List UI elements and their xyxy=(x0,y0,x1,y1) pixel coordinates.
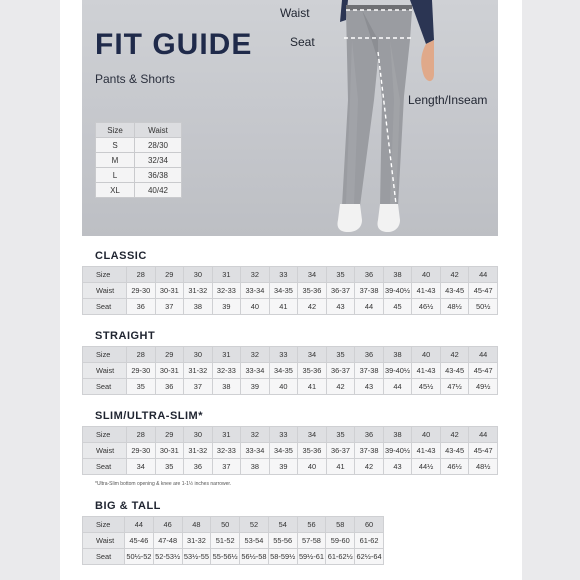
waist-row xyxy=(83,363,498,379)
seat-cell: 62½-64 xyxy=(355,549,384,565)
seat-cell: 42 xyxy=(355,459,384,475)
seat-cell: 38 xyxy=(241,459,270,475)
waist-cell: 29-30 xyxy=(127,363,156,379)
size-cell: 32 xyxy=(241,347,270,363)
row-label: Waist xyxy=(83,363,127,379)
seat-cell: 36 xyxy=(155,379,184,395)
seat-cell: 40 xyxy=(241,299,270,315)
classic-size-table xyxy=(82,266,498,315)
seat-cell: 39 xyxy=(241,379,270,395)
size-cell: 42 xyxy=(440,267,469,283)
row-label: Waist xyxy=(83,443,127,459)
waist-cell: 34-35 xyxy=(269,363,298,379)
size-cell: 40 xyxy=(412,267,441,283)
waist-cell: 43-45 xyxy=(440,443,469,459)
waist-cell: 47-48 xyxy=(153,533,182,549)
seat-cell: 46½ xyxy=(412,299,441,315)
waist-cell: 35-36 xyxy=(298,363,327,379)
waist-cell: 43-45 xyxy=(440,283,469,299)
seat-cell: 44½ xyxy=(412,459,441,475)
size-row xyxy=(83,517,384,533)
seat-cell: 46½ xyxy=(440,459,469,475)
seat-cell: 50½ xyxy=(469,299,498,315)
seat-cell: 44 xyxy=(355,299,384,315)
waist-cell: 29-30 xyxy=(127,283,156,299)
waist-cell: 31-32 xyxy=(184,363,213,379)
waist-cell: 32-33 xyxy=(212,443,241,459)
seat-cell: 58-59½ xyxy=(268,549,297,565)
table-row xyxy=(96,168,182,183)
seat-row xyxy=(83,459,498,475)
seat-row xyxy=(83,299,498,315)
seat-cell: 61-62½ xyxy=(326,549,355,565)
size-cell: 31 xyxy=(212,427,241,443)
straight-size-table xyxy=(82,346,498,395)
waist-row xyxy=(83,443,498,459)
waist-cell: 28/30 xyxy=(135,138,182,153)
waist-cell: 34-35 xyxy=(269,283,298,299)
size-cell: 34 xyxy=(298,347,327,363)
waist-cell: 36-37 xyxy=(326,283,355,299)
size-cell: 29 xyxy=(155,427,184,443)
waist-cell: 57-58 xyxy=(297,533,326,549)
waist-cell: 41-43 xyxy=(412,363,441,379)
seat-cell: 39 xyxy=(212,299,241,315)
waist-cell: 32/34 xyxy=(135,153,182,168)
seat-cell: 48½ xyxy=(440,299,469,315)
seat-cell: 40 xyxy=(298,459,327,475)
table-row xyxy=(96,183,182,198)
waist-cell: 33-34 xyxy=(241,443,270,459)
straight-section-title: STRAIGHT xyxy=(95,330,156,342)
seat-cell: 37 xyxy=(184,379,213,395)
seat-cell: 42 xyxy=(326,379,355,395)
row-label: Seat xyxy=(83,459,127,475)
waist-cell: 41-43 xyxy=(412,283,441,299)
size-cell: 40 xyxy=(412,347,441,363)
row-label: Seat xyxy=(83,379,127,395)
seat-cell: 45½ xyxy=(412,379,441,395)
size-cell: 38 xyxy=(383,267,412,283)
waist-row xyxy=(83,283,498,299)
length-inseam-label: Length/Inseam xyxy=(408,93,488,107)
seat-cell: 38 xyxy=(212,379,241,395)
seat-cell: 42 xyxy=(298,299,327,315)
size-cell: 29 xyxy=(155,347,184,363)
waist-cell: 55-56 xyxy=(268,533,297,549)
seat-cell: 43 xyxy=(383,459,412,475)
row-label: Size xyxy=(83,347,127,363)
waist-cell: 33-34 xyxy=(241,363,270,379)
seat-row xyxy=(83,549,384,565)
row-label: Size xyxy=(83,427,127,443)
seat-cell: 52-53½ xyxy=(153,549,182,565)
waist-cell: 31-32 xyxy=(184,283,213,299)
size-cell: 28 xyxy=(127,347,156,363)
size-cell: 31 xyxy=(212,347,241,363)
size-cell: 30 xyxy=(184,427,213,443)
size-cell: 29 xyxy=(155,267,184,283)
waist-cell: 41-43 xyxy=(412,443,441,459)
pants-model-illustration xyxy=(302,0,498,236)
size-cell: 36 xyxy=(355,267,384,283)
seat-cell: 47½ xyxy=(440,379,469,395)
waist-cell: 59-60 xyxy=(326,533,355,549)
size-cell: 42 xyxy=(440,427,469,443)
size-cell: 38 xyxy=(383,427,412,443)
classic-section-title: CLASSIC xyxy=(95,250,147,262)
size-cell: 35 xyxy=(326,347,355,363)
size-cell: 46 xyxy=(153,517,182,533)
size-cell: 35 xyxy=(326,427,355,443)
seat-cell: 40 xyxy=(269,379,298,395)
waist-cell: 31-32 xyxy=(184,443,213,459)
size-cell: 34 xyxy=(298,267,327,283)
size-cell: 32 xyxy=(241,427,270,443)
ultra-slim-footnote: *Ultra-Slim bottom opening & knee are 1-1½ inches narrower. xyxy=(95,481,232,487)
waist-cell: 40/42 xyxy=(135,183,182,198)
seat-cell: 34 xyxy=(127,459,156,475)
row-label: Size xyxy=(83,267,127,283)
waist-column-header: Waist xyxy=(135,123,182,138)
waist-cell: 33-34 xyxy=(241,283,270,299)
size-row xyxy=(83,427,498,443)
row-label: Size xyxy=(83,517,125,533)
size-cell: 33 xyxy=(269,267,298,283)
size-cell: S xyxy=(96,138,135,153)
waist-cell: 30-31 xyxy=(155,443,184,459)
waist-cell: 45-47 xyxy=(469,283,498,299)
waist-cell: 61-62 xyxy=(355,533,384,549)
size-row xyxy=(83,347,498,363)
size-cell: XL xyxy=(96,183,135,198)
seat-cell: 41 xyxy=(298,379,327,395)
quick-size-table xyxy=(95,122,182,198)
seat-cell: 36 xyxy=(127,299,156,315)
table-row xyxy=(96,153,182,168)
size-cell: 30 xyxy=(184,347,213,363)
waist-cell: 37-38 xyxy=(355,443,384,459)
waist-cell: 39-40½ xyxy=(383,283,412,299)
size-cell: 52 xyxy=(240,517,269,533)
seat-cell: 35 xyxy=(155,459,184,475)
size-cell: 33 xyxy=(269,347,298,363)
seat-cell: 55-56½ xyxy=(211,549,240,565)
size-cell: 40 xyxy=(412,427,441,443)
waist-cell: 31-32 xyxy=(182,533,211,549)
waist-cell: 30-31 xyxy=(155,283,184,299)
big-tall-size-table xyxy=(82,516,384,565)
size-cell: 33 xyxy=(269,427,298,443)
waist-cell: 32-33 xyxy=(212,283,241,299)
size-cell: 32 xyxy=(241,267,270,283)
size-cell: 58 xyxy=(326,517,355,533)
size-cell: 44 xyxy=(469,267,498,283)
seat-cell: 53½-55 xyxy=(182,549,211,565)
seat-cell: 49½ xyxy=(469,379,498,395)
seat-cell: 39 xyxy=(269,459,298,475)
waist-cell: 29-30 xyxy=(127,443,156,459)
size-cell: 35 xyxy=(326,267,355,283)
seat-cell: 41 xyxy=(269,299,298,315)
page-subtitle: Pants & Shorts xyxy=(95,72,176,86)
waist-cell: 45-47 xyxy=(469,443,498,459)
seat-cell: 43 xyxy=(326,299,355,315)
seat-cell: 38 xyxy=(184,299,213,315)
waist-cell: 35-36 xyxy=(298,283,327,299)
size-cell: 44 xyxy=(469,347,498,363)
waist-cell: 45-46 xyxy=(125,533,154,549)
waist-cell: 36-37 xyxy=(326,443,355,459)
size-cell: 50 xyxy=(211,517,240,533)
row-label: Waist xyxy=(83,283,127,299)
size-cell: 34 xyxy=(298,427,327,443)
waist-cell: 45-47 xyxy=(469,363,498,379)
seat-cell: 43 xyxy=(355,379,384,395)
size-cell: 36 xyxy=(355,347,384,363)
page-title: FIT GUIDE xyxy=(95,28,253,61)
size-cell: 60 xyxy=(355,517,384,533)
seat-cell: 44 xyxy=(383,379,412,395)
waist-cell: 39-40½ xyxy=(383,443,412,459)
waist-cell: 36-37 xyxy=(326,363,355,379)
seat-row xyxy=(83,379,498,395)
seat-cell: 59½-61 xyxy=(297,549,326,565)
size-cell: 44 xyxy=(469,427,498,443)
waist-cell: 34-35 xyxy=(269,443,298,459)
waist-cell: 32-33 xyxy=(212,363,241,379)
waist-cell: 36/38 xyxy=(135,168,182,183)
waist-label: Waist xyxy=(280,6,310,20)
waist-cell: 43-45 xyxy=(440,363,469,379)
size-cell: 48 xyxy=(182,517,211,533)
waist-cell: 30-31 xyxy=(155,363,184,379)
waist-cell: 51-52 xyxy=(211,533,240,549)
row-label: Waist xyxy=(83,533,125,549)
size-cell: 54 xyxy=(268,517,297,533)
size-row xyxy=(83,267,498,283)
big-tall-section-title: BIG & TALL xyxy=(95,500,161,512)
waist-cell: 35-36 xyxy=(298,443,327,459)
size-cell: 36 xyxy=(355,427,384,443)
fit-guide-hero xyxy=(82,0,498,236)
size-cell: 28 xyxy=(127,267,156,283)
seat-cell: 37 xyxy=(212,459,241,475)
seat-cell: 45 xyxy=(383,299,412,315)
waist-cell: 37-38 xyxy=(355,283,384,299)
waist-row xyxy=(83,533,384,549)
size-cell: L xyxy=(96,168,135,183)
slim-section-title: SLIM/ULTRA-SLIM* xyxy=(95,410,204,422)
seat-cell: 56½-58 xyxy=(240,549,269,565)
seat-cell: 41 xyxy=(326,459,355,475)
table-row xyxy=(96,138,182,153)
size-cell: 30 xyxy=(184,267,213,283)
row-label: Seat xyxy=(83,299,127,315)
seat-cell: 35 xyxy=(127,379,156,395)
seat-cell: 48½ xyxy=(469,459,498,475)
size-column-header: Size xyxy=(96,123,135,138)
seat-cell: 36 xyxy=(184,459,213,475)
size-cell: 31 xyxy=(212,267,241,283)
seat-cell: 50½-52 xyxy=(125,549,154,565)
size-cell: 56 xyxy=(297,517,326,533)
size-cell: 44 xyxy=(125,517,154,533)
waist-cell: 53-54 xyxy=(240,533,269,549)
size-cell: 42 xyxy=(440,347,469,363)
slim-size-table xyxy=(82,426,498,475)
waist-cell: 39-40½ xyxy=(383,363,412,379)
size-cell: 28 xyxy=(127,427,156,443)
seat-label: Seat xyxy=(290,35,315,49)
row-label: Seat xyxy=(83,549,125,565)
size-cell: 38 xyxy=(383,347,412,363)
waist-cell: 37-38 xyxy=(355,363,384,379)
size-cell: M xyxy=(96,153,135,168)
seat-cell: 37 xyxy=(155,299,184,315)
